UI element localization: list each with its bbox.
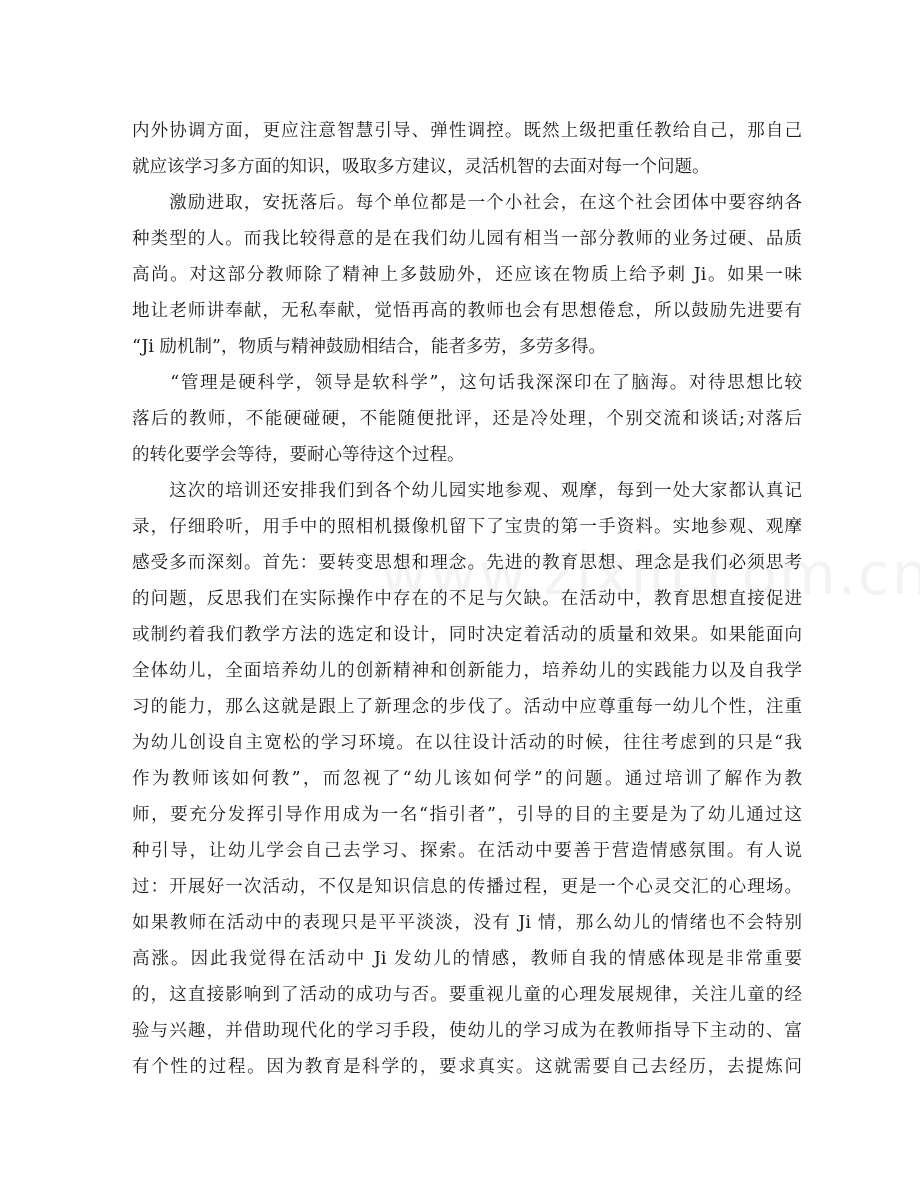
text-line: 内外协调方面，更应注意智慧引导、弹性调控。既然上级把重任教给自己，那自己 xyxy=(132,121,802,141)
text-line: 感受多而深刻。首先：要转变思想和理念。先进的教育思想、理念是我们必须思考 xyxy=(132,553,802,573)
text-line: “管理是硬科学，领导是软科学”，这句话我深深印在了脑海。对待思想比较 xyxy=(132,373,802,393)
text-line: “Ji 励机制”，物质与精神鼓励相结合，能者多劳，多劳多得。 xyxy=(132,337,606,357)
document-body xyxy=(132,113,802,1085)
text-line: 激励进取，安抚落后。每个单位都是一个小社会，在这个社会团体中要容纳各 xyxy=(132,193,802,213)
text-line: 全体幼儿，全面培养幼儿的创新精神和创新能力，培养幼儿的实践能力以及自我学 xyxy=(132,661,802,681)
text-line: 种引导，让幼儿学会自己去学习、探索。在活动中要善于营造情感氛围。有人说 xyxy=(132,841,802,861)
text-line: 师，要充分发挥引导作用成为一名“指引者”，引导的目的主要是为了幼儿通过这 xyxy=(132,805,802,825)
text-line: 验与兴趣，并借助现代化的学习手段，使幼儿的学习成为在教师指导下主动的、富 xyxy=(132,1021,802,1041)
text-line: 的，这直接影响到了活动的成功与否。要重视儿童的心理发展规律，关注儿童的经 xyxy=(132,985,802,1005)
text-line: 就应该学习多方面的知识，吸取多方建议，灵活机智的去面对每一个问题。 xyxy=(132,157,710,177)
text-line: 的问题，反思我们在实际操作中存在的不足与欠缺。在活动中，教育思想直接促进 xyxy=(132,589,802,609)
text-line: 的转化要学会等待，要耐心等待这个过程。 xyxy=(132,445,465,465)
text-line: 高涨。因此我觉得在活动中 Ji 发幼儿的情感，教师自我的情感体现是非常重要 xyxy=(132,949,802,969)
text-line: 高尚。对这部分教师除了精神上多鼓励外，还应该在物质上给予刺 Ji。如果一味 xyxy=(132,265,802,285)
text-line: 过：开展好一次活动，不仅是知识信息的传播过程，更是一个心灵交汇的心理场。 xyxy=(132,877,802,897)
text-line: 或制约着我们教学方法的选定和设计，同时决定着活动的质量和效果。如果能面向 xyxy=(132,625,802,645)
text-line: 地让老师讲奉献，无私奉献，觉悟再高的教师也会有思想倦怠，所以鼓励先进要有 xyxy=(132,301,802,321)
text-line: 这次的培训还安排我们到各个幼儿园实地参观、观摩，每到一处大家都认真记 xyxy=(132,481,802,501)
text-line: 如果教师在活动中的表现只是平平淡淡，没有 Ji 情，那么幼儿的情绪也不会特别 xyxy=(132,913,802,933)
text-line: 种类型的人。而我比较得意的是在我们幼儿园有相当一部分教师的业务过硬、品质 xyxy=(132,229,802,249)
text-line: 习的能力，那么这就是跟上了新理念的步伐了。活动中应尊重每一幼儿个性，注重 xyxy=(132,697,802,717)
text-line: 落后的教师，不能硬碰硬，不能随便批评，还是冷处理，个别交流和谈话;对落后 xyxy=(132,409,802,429)
text-line: 作为教师该如何教”，而忽视了“幼儿该如何学”的问题。通过培训了解作为教 xyxy=(132,769,802,789)
text-line: 录，仔细聆听，用手中的照相机摄像机留下了宝贵的第一手资料。实地参观、观摩 xyxy=(132,517,802,537)
text-line: 为幼儿创设自主宽松的学习环境。在以往设计活动的时候，往往考虑到的只是“我 xyxy=(132,733,802,753)
text-line: 有个性的过程。因为教育是科学的，要求真实。这就需要自己去经历，去提炼问 xyxy=(132,1057,802,1077)
